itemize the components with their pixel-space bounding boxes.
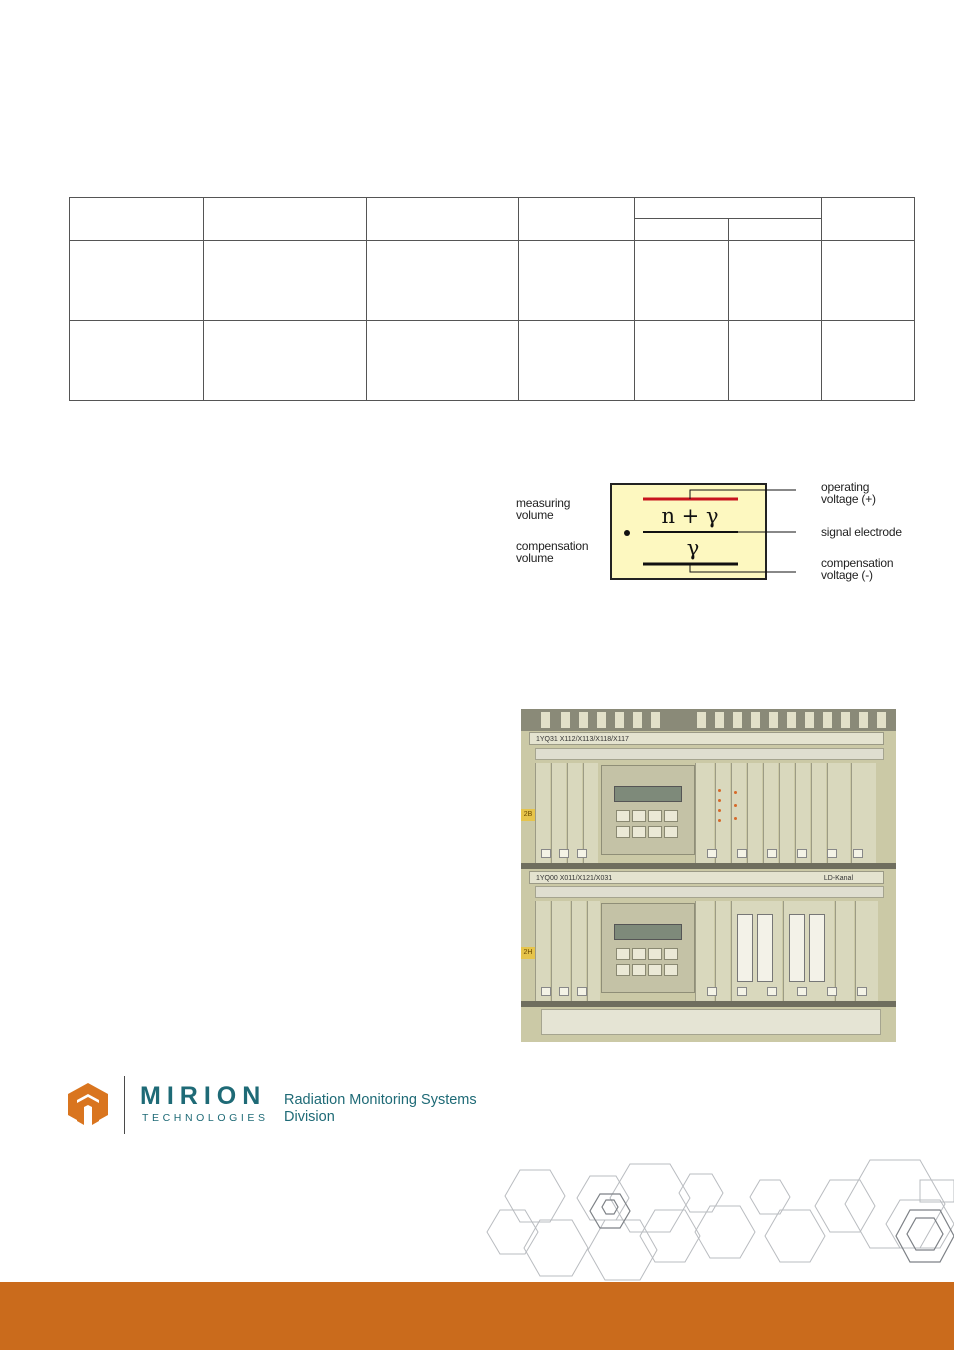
table-cell — [635, 241, 729, 321]
mirion-logo-icon — [68, 1083, 108, 1126]
mount-dot — [624, 530, 630, 536]
logo-subtitle: TECHNOLOGIES — [142, 1112, 269, 1124]
label-operating-voltage: operating voltage (+) — [821, 480, 876, 506]
analog-meter — [789, 914, 805, 982]
table-cell — [204, 321, 367, 401]
label-compensation-voltage: compensation voltage (-) — [821, 556, 894, 582]
table-row — [70, 321, 915, 401]
upper-rack-slot-labels — [535, 748, 884, 760]
bottom-terminal-labels — [541, 1009, 881, 1035]
upper-control-unit — [601, 765, 695, 855]
upper-rack-title: 1YQ31 X112/X113/X118/X117 — [529, 732, 884, 745]
rack-terminal-strip — [521, 709, 896, 731]
hexagon-pattern — [480, 1150, 954, 1282]
table-header-cell — [519, 198, 635, 241]
table-cell — [204, 241, 367, 321]
analog-meter — [737, 914, 753, 982]
analog-meter — [757, 914, 773, 982]
analog-meter — [809, 914, 825, 982]
table-cell — [728, 241, 822, 321]
logo-wordmark: MIRION — [140, 1082, 267, 1110]
table-cell — [822, 241, 915, 321]
lower-rack-title — [529, 871, 884, 884]
division-name-line1: Radiation Monitoring Systems — [284, 1092, 477, 1108]
lower-rack-right-title: LD-Kanal — [823, 875, 853, 882]
division-name — [284, 1092, 477, 1126]
chamber-diagram — [500, 475, 920, 590]
table-row — [70, 241, 915, 321]
table-cell — [367, 321, 519, 401]
table-header-cell — [367, 198, 519, 241]
rack-photo — [521, 709, 896, 1042]
table-header-cell — [204, 198, 367, 241]
table-header-group-cell — [635, 198, 822, 219]
label-compensation-volume: compensation volume — [516, 539, 589, 565]
table-subheader-cell — [635, 219, 729, 241]
table-cell — [635, 321, 729, 401]
lower-control-unit — [601, 903, 695, 993]
upper-lcd-display — [614, 786, 682, 802]
logo-divider — [124, 1076, 125, 1134]
table-header-cell — [822, 198, 915, 241]
measuring-volume-symbol: n + γ — [661, 504, 719, 528]
compensation-volume-symbol: γ — [686, 536, 700, 560]
table-cell — [728, 321, 822, 401]
table-subheader-cell — [728, 219, 822, 241]
lower-lcd-display — [614, 924, 682, 940]
lower-rack-title-text: 1YQ00 X011/X121/X031 — [536, 875, 613, 882]
footer-bar — [0, 1282, 954, 1350]
table-cell — [367, 241, 519, 321]
label-measuring-volume: measuring volume — [516, 496, 571, 522]
table-cell — [519, 321, 635, 401]
rack-tag-2b: 2B — [521, 809, 535, 821]
table-cell — [822, 321, 915, 401]
table-cell — [70, 241, 204, 321]
label-signal-electrode: signal electrode — [821, 525, 902, 539]
table-cell — [70, 321, 204, 401]
division-name-line2: Division — [284, 1109, 335, 1125]
lower-rack-slot-labels — [535, 886, 884, 898]
spec-table — [69, 197, 915, 401]
table-cell — [519, 241, 635, 321]
rack-tag-2h: 2H — [521, 947, 535, 959]
table-header-cell — [70, 198, 204, 241]
